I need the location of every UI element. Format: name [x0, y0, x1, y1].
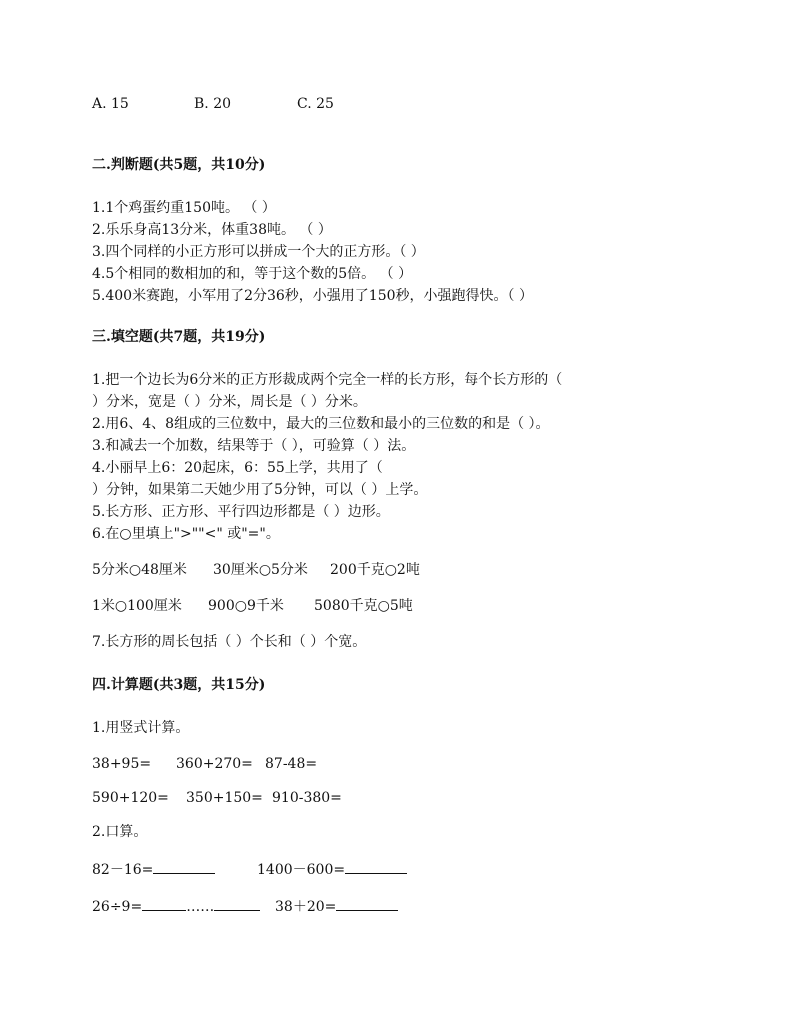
- section3-q1-line2: ）分米，宽是（ ）分米，周长是（ ）分米。: [92, 394, 367, 410]
- oral-1-2: [257, 860, 407, 879]
- option-c: C. 25: [297, 96, 334, 112]
- calc-2-2: 350+150=: [186, 790, 263, 806]
- oral-1-1-text: 82－16=: [92, 862, 154, 878]
- section3-q4-line2: ）分钟，如果第二天她少用了5分钟，可以（ ）上学。: [92, 482, 428, 498]
- section3-title: 三.填空题(共7题，共19分): [92, 329, 266, 345]
- calc-1-1: 38+95=: [92, 756, 152, 772]
- oral-2-2: [275, 897, 398, 916]
- calc-1-3: 87-48=: [265, 756, 318, 772]
- section3-q1-line1: 1.把一个边长为6分米的正方形裁成两个完全一样的长方形，每个长方形的（: [92, 372, 563, 388]
- section3-q6: 6.在○里填上">""<" 或"="。: [92, 526, 280, 542]
- option-b: B. 20: [194, 96, 232, 112]
- section2-item-3: 3.四个同样的小正方形可以拼成一个大的正方形。（ ）: [92, 244, 425, 260]
- section3-q4-line1: 4.小丽早上6：20起床，6：55上学，共用了（: [92, 460, 383, 476]
- oral-2-2-text: 38＋20=: [275, 899, 337, 915]
- calc-1-2: 360+270=: [176, 756, 253, 772]
- section3-q7: 7.长方形的周长包括（ ）个长和（ ）个宽。: [92, 634, 367, 650]
- answer-blank[interactable]: [336, 897, 398, 911]
- oral-1-1: [92, 860, 215, 879]
- compare-1-2: 30厘米○5分米: [213, 562, 308, 578]
- remainder-dots: ……: [186, 899, 215, 915]
- oral-2-1-text: 26÷9=: [92, 899, 143, 915]
- answer-blank[interactable]: [153, 860, 215, 874]
- section2-item-4: 4.5个相同的数相加的和，等于这个数的5倍。 （ ）: [92, 266, 413, 282]
- answer-blank[interactable]: [345, 860, 407, 874]
- oral-1-2-text: 1400－600=: [257, 862, 346, 878]
- compare-2-1: 1米○100厘米: [92, 598, 182, 614]
- compare-1-1: 5分米○48厘米: [92, 562, 187, 578]
- option-a: A. 15: [92, 96, 129, 112]
- section4-q1: 1.用竖式计算。: [92, 720, 190, 736]
- section4-title: 四.计算题(共3题，共15分): [92, 677, 266, 693]
- section2-item-2: 2.乐乐身高13分米，体重38吨。 （ ）: [92, 222, 332, 238]
- compare-2-3: 5080千克○5吨: [314, 598, 413, 614]
- compare-1-3: 200千克○2吨: [330, 562, 420, 578]
- section3-q5: 5.长方形、正方形、平行四边形都是（ ）边形。: [92, 504, 390, 520]
- section3-q3: 3.和减去一个加数，结果等于（ ），可验算（ ）法。: [92, 438, 416, 454]
- calc-2-1: 590+120=: [92, 790, 169, 806]
- calc-2-3: 910-380=: [272, 790, 342, 806]
- section4-q2: 2.口算。: [92, 824, 148, 840]
- remainder-blank[interactable]: [214, 897, 260, 911]
- quotient-blank[interactable]: [142, 897, 186, 911]
- section2-item-5: 5.400米赛跑，小军用了2分36秒，小强用了150秒，小强跑得快。（ ）: [92, 288, 533, 304]
- section2-title: 二.判断题(共5题，共10分): [92, 157, 266, 173]
- oral-2-1: [92, 897, 260, 916]
- section2-item-1: 1.1个鸡蛋约重150吨。 （ ）: [92, 200, 276, 216]
- compare-2-2: 900○9千米: [208, 598, 284, 614]
- section3-q2: 2.用6、4、8组成的三位数中，最大的三位数和最小的三位数的和是（ ）。: [92, 416, 550, 432]
